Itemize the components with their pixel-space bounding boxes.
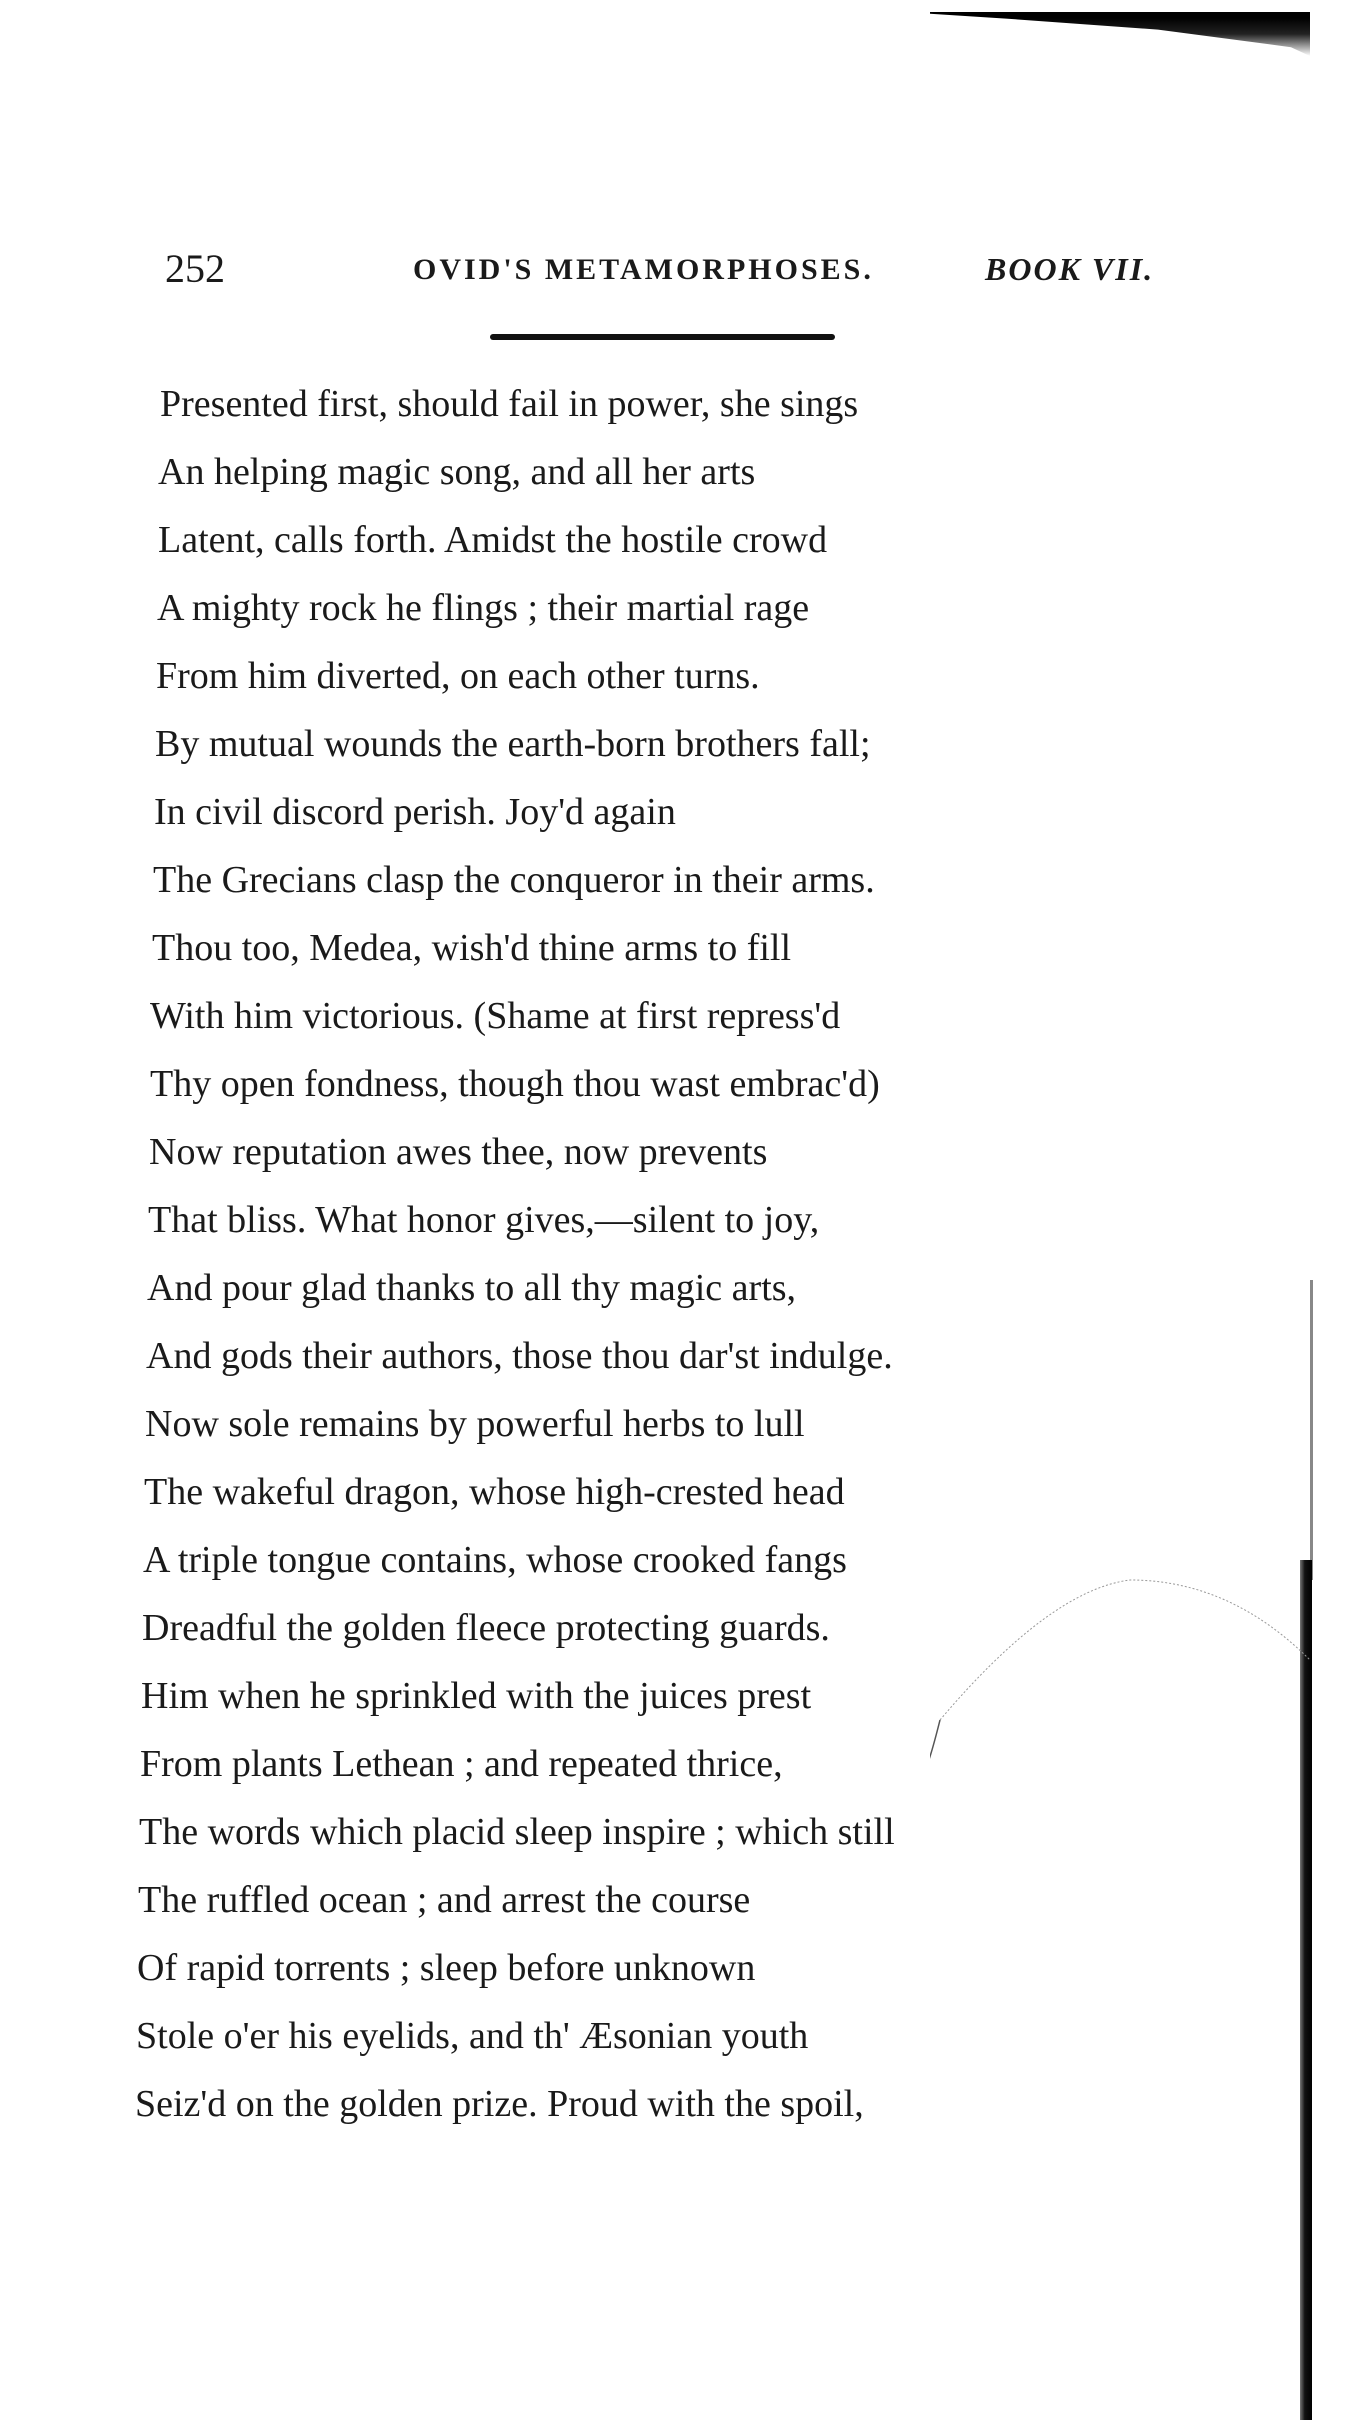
poem-line: Seiz'd on the golden prize. Proud with the spoil, [135, 2083, 864, 2125]
poem-line: A triple tongue contains, whose crooked fangs [143, 1539, 847, 1581]
poem-line: From plants Lethean ; and repeated thrice, [140, 1743, 783, 1785]
poem-line: And gods their authors, those thou dar'st indulge. [146, 1335, 893, 1377]
poem-line: The words which placid sleep inspire ; which still [139, 1811, 895, 1853]
poem-line: Now reputation awes thee, now prevents [149, 1131, 768, 1173]
poem-line: The Grecians clasp the conqueror in their arms. [153, 859, 875, 901]
poem-line: An helping magic song, and all her arts [158, 451, 756, 493]
poem-line: Thou too, Medea, wish'd thine arms to fill [152, 927, 792, 969]
bleed-through-arc [930, 1570, 1330, 1770]
poem-line: Thy open fondness, though thou wast embrac'd) [150, 1063, 880, 1105]
page-number: 252 [165, 246, 225, 291]
poem-line: A mighty rock he flings ; their martial rage [157, 587, 810, 629]
poem-line: And pour glad thanks to all thy magic arts, [147, 1267, 797, 1309]
binding-shadow-top [930, 12, 1310, 56]
poem-line: The wakeful dragon, whose high-crested head [144, 1471, 845, 1513]
poem-line: Him when he sprinkled with the juices prest [141, 1675, 812, 1717]
book-label: BOOK VII. [985, 251, 1155, 287]
poem-line: With him victorious. (Shame at first repress'd [150, 995, 841, 1037]
poem-line: Stole o'er his eyelids, and th' Æsonian youth [136, 2015, 809, 2057]
header-rule [490, 334, 835, 340]
poem-line: From him diverted, on each other turns. [156, 655, 760, 697]
poem-line: By mutual wounds the earth-born brothers fall; [155, 723, 871, 765]
page-edge-light [1310, 1280, 1313, 1580]
running-title: OVID'S METAMORPHOSES. [413, 253, 874, 286]
poem-line: Dreadful the golden fleece protecting guards. [142, 1607, 830, 1649]
poem-line: The ruffled ocean ; and arrest the course [138, 1879, 751, 1921]
poem-line: Of rapid torrents ; sleep before unknown [137, 1947, 756, 1989]
poem-line: Now sole remains by powerful herbs to lull [145, 1403, 805, 1445]
page-header [0, 245, 1353, 305]
poem-line: Latent, calls forth. Amidst the hostile crowd [158, 519, 828, 561]
poem-line: In civil discord perish. Joy'd again [154, 791, 676, 833]
poem-line: That bliss. What honor gives,—silent to joy, [148, 1199, 820, 1241]
poem-line: Presented first, should fail in power, she sings [160, 383, 859, 425]
